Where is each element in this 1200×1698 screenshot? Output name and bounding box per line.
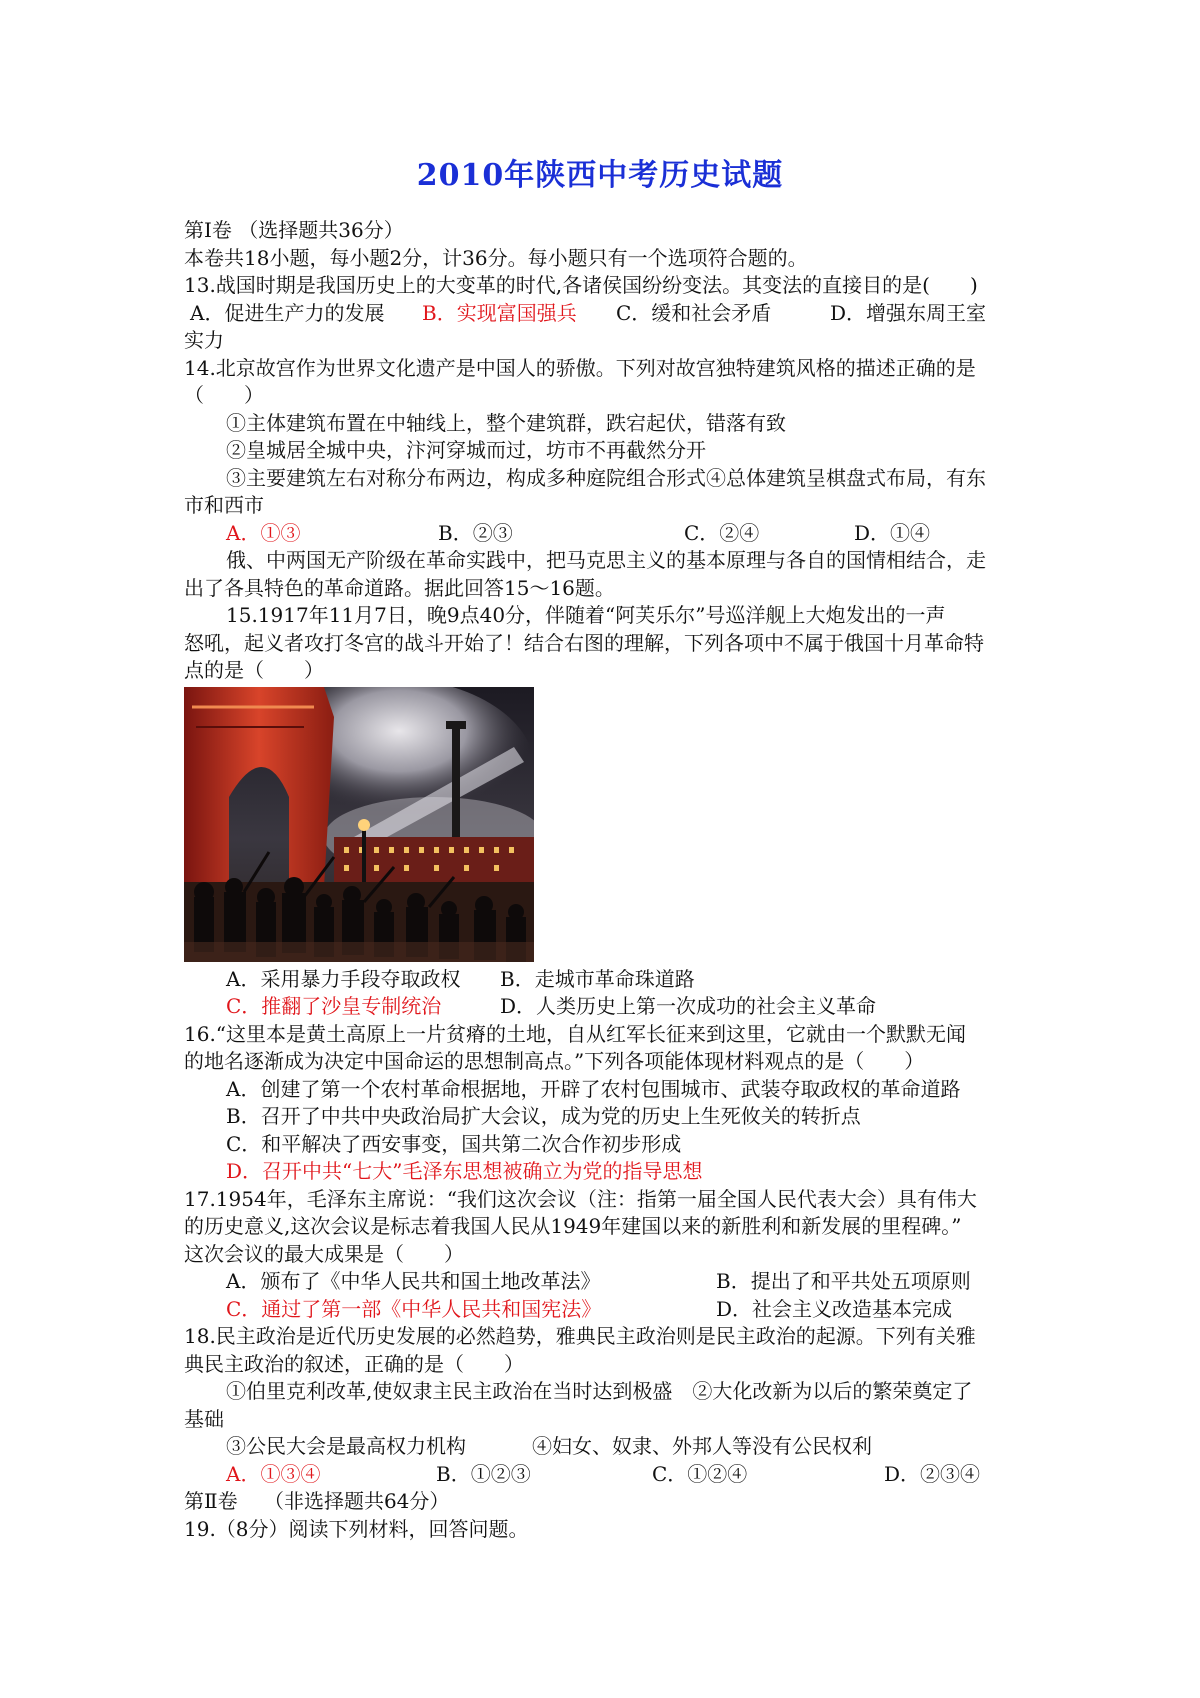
q15-stem-line2: 怒吼，起义者攻打冬宫的战斗开始了！结合右图的理解，下列各项中不属于俄国十月革命特 — [184, 630, 984, 655]
q14-option-a: A．①③ — [226, 520, 301, 545]
q15-options-cd — [184, 993, 1040, 1021]
q15-option-a: A．采用暴力手段夺取政权 — [226, 966, 461, 991]
q15-option-d: D．人类历史上第一次成功的社会主义革命 — [500, 994, 877, 1018]
q18-stem-line2: 典民主政治的叙述，正确的是（ ） — [184, 1351, 524, 1376]
q17-stem-line1: 17.1954年，毛泽东主席说：“我们这次会议（注：指第一届全国人民代表大会）具有伟大 — [184, 1186, 977, 1211]
exam-body — [184, 217, 1040, 1543]
q16-option-d: D．召开中共“七大”毛泽东思想被确立为党的指导思想 — [226, 1159, 703, 1183]
q14-options — [184, 520, 1040, 548]
q17-option-a: A．颁布了《中华人民共和国土地改革法》 — [226, 1269, 601, 1293]
q13-option-d: D．增强东周王室 — [830, 300, 987, 325]
page-title: 2010年陕西中考历史试题 — [416, 158, 784, 193]
intro-15-16-line2: 出了各具特色的革命道路。据此回答15～16题。 — [184, 575, 615, 600]
q14-statement-3-4: ③主要建筑左右对称分布两边，构成多种庭院组合形式④总体建筑呈棋盘式布局，有东 — [226, 465, 986, 490]
q18-option-d: D．②③④ — [884, 1461, 981, 1486]
q18-statements-3-4 — [184, 1433, 1040, 1461]
q16-option-c: C．和平解决了西安事变，国共第二次合作初步形成 — [226, 1131, 682, 1156]
section1-heading: 第Ⅰ卷 （选择题共36分） — [184, 218, 404, 242]
q15-stem-line1: 15.1917年11月7日，晚9点40分，伴随着“阿芙乐尔”号巡洋舰上大炮发出的一声 — [226, 603, 946, 627]
q13-option-c: C．缓和社会矛盾 — [616, 300, 772, 325]
q18-option-c: C．①②④ — [652, 1461, 748, 1486]
q17-options-cd — [184, 1296, 1040, 1324]
q14-statement-1: ①主体建筑布置在中轴线上，整个建筑群，跌宕起伏，错落有致 — [226, 410, 786, 435]
q13-options — [184, 300, 1040, 328]
winter-palace-storming-painting — [184, 687, 534, 962]
q14-option-c: C．②④ — [684, 520, 760, 545]
q18-option-b: B．①②③ — [436, 1461, 531, 1486]
q14-option-b: B．②③ — [438, 520, 513, 545]
q16-option-b: B．召开了中共中央政治局扩大会议，成为党的历史上生死攸关的转折点 — [226, 1104, 861, 1128]
q13-option-b: B．实现富国强兵 — [422, 300, 577, 325]
q16-option-a: A．创建了第一个农村革命根据地，开辟了农村包围城市、武装夺取政权的革命道路 — [226, 1076, 961, 1101]
q17-stem-line2: 的历史意义,这次会议是标志着我国人民从1949年建国以来的新胜利和新发展的里程碑。” — [184, 1214, 962, 1238]
q13-stem: 13.战国时期是我国历史上的大变革的时代,各诸侯国纷纷变法。其变法的直接目的是( ) — [184, 273, 978, 297]
section1-instructions: 本卷共18小题，每小题2分，计36分。每小题只有一个选项符合题的。 — [184, 245, 808, 270]
q17-option-d: D．社会主义改造基本完成 — [716, 1296, 953, 1321]
q14-statement-2: ②皇城居全城中央，汴河穿城而过，坊市不再截然分开 — [226, 438, 706, 462]
q16-stem-line1: 16.“这里本是黄土高原上一片贫瘠的土地，自从红军长征来到这里，它就由一个默默无闻 — [184, 1021, 967, 1046]
q17-stem-line3: 这次会议的最大成果是（ ） — [184, 1241, 464, 1266]
q18-statement-4: ④妇女、奴隶、外邦人等没有公民权利 — [532, 1434, 872, 1458]
q15-stem-line3: 点的是（ ） — [184, 658, 324, 682]
q13-option-d-cont: 实力 — [184, 328, 224, 352]
section2-heading: 第Ⅱ卷 （非选择题共64分） — [184, 1489, 450, 1513]
q18-statement-1-2: ①伯里克利改革,使奴隶主民主政治在当时达到极盛 ②大化改新为以后的繁荣奠定了 — [226, 1379, 973, 1403]
q18-statement-2-cont: 基础 — [184, 1406, 224, 1431]
q16-stem-line2: 的地名逐渐成为决定中国命运的思想制高点。”下列各项能体现材料观点的是（ ） — [184, 1049, 925, 1073]
intro-15-16-line1: 俄、中两国无产阶级在革命实践中，把马克思主义的基本原理与各自的国情相结合，走 — [226, 548, 986, 572]
q15-option-b: B．走城市革命珠道路 — [500, 966, 695, 991]
q14-option-d: D．①④ — [854, 520, 931, 545]
q14-stem-line1: 14.北京故宫作为世界文化遗产是中国人的骄傲。下列对故宫独特建筑风格的描述正确的是 — [184, 355, 976, 380]
q18-statement-3: ③公民大会是最高权力机构 — [226, 1434, 466, 1458]
q14-statement-4-cont: 市和西市 — [184, 493, 264, 517]
q17-option-c: C．通过了第一部《中华人民共和国宪法》 — [226, 1296, 602, 1321]
q18-option-a: A．①③④ — [226, 1461, 321, 1486]
q15-options-ab — [184, 966, 1040, 994]
q18-options — [184, 1461, 1040, 1489]
q19-stem: 19.（8分）阅读下列材料，回答问题。 — [184, 1516, 529, 1541]
q15-option-c: C．推翻了沙皇专制统治 — [226, 994, 442, 1018]
q13-option-a: A．促进生产力的发展 — [190, 300, 385, 325]
q18-stem-line1: 18.民主政治是近代历史发展的必然趋势，雅典民主政治则是民主政治的起源。下列有关雅 — [184, 1324, 976, 1348]
q14-stem-line2: （ ） — [184, 383, 264, 407]
q17-option-b: B．提出了和平共处五项原则 — [716, 1269, 971, 1293]
q17-options-ab — [184, 1268, 1040, 1296]
